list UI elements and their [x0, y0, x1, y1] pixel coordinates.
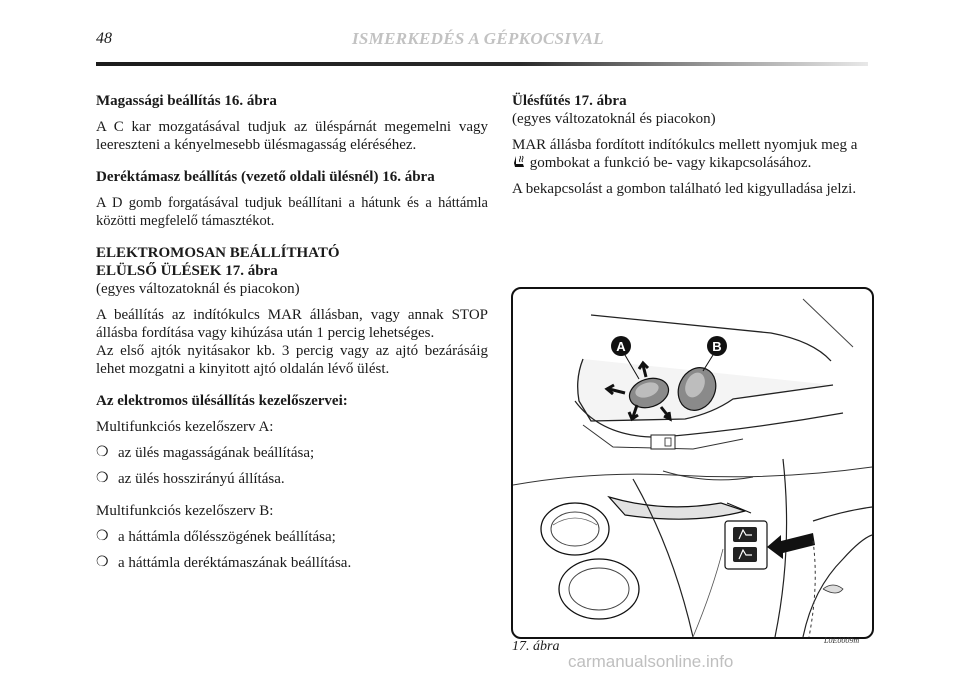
list-item: ❍ az ülés hosszirányú állítása. — [96, 471, 285, 487]
watermark: carmanualsonline.info — [568, 652, 734, 671]
height-adjust-text: A C kar mozgatásával tudjuk az üléspárnát megemelni vagy leereszteni a kényelmesebb ülésmagasság eléréséhez. — [96, 119, 488, 153]
seat-heating-text1: MAR állásba fordított indítókulcs mellett nyomjuk meg a gombokat a funkció be- vagy kikapcsolásához. — [512, 137, 858, 171]
list-item: ❍ a háttámla dőlésszögének beállítása; — [96, 529, 336, 545]
bullet-icon: ❍ — [96, 445, 109, 460]
bullet-icon: ❍ — [96, 471, 109, 486]
list-item: ❍ az ülés magasságának beállítása; — [96, 445, 315, 461]
header-rule — [96, 62, 868, 66]
electric-seats-heading-line1: ELEKTROMOSAN BEÁLLÍTHATÓ — [96, 245, 340, 261]
label-a: A — [616, 339, 626, 354]
figure-code: L0E0009m — [824, 636, 860, 645]
left-column — [96, 92, 488, 572]
bullet-icon: ❍ — [96, 529, 109, 544]
electric-seats-heading-line2: ELÜLSŐ ÜLÉSEK 17. ábra — [96, 263, 278, 279]
figure-illustration — [513, 289, 872, 637]
figure-caption: 17. ábra — [512, 639, 560, 654]
lumbar-text: A D gomb forgatásával tudjuk beállítani a hátunk és a háttámla közötti megfelelő támasztékot. — [96, 195, 488, 229]
electric-seats-text2: Az első ajtók nyitásakor kb. 3 percig vagy az ajtó bezárásáig lehet mozgatni a kinyitott ajtó oldalán lévő ülést. — [96, 343, 488, 377]
chapter-title: ISMERKEDÉS A GÉPKOCSIVAL — [352, 29, 604, 48]
electric-seats-note: (egyes változatoknál és piacokon) — [96, 281, 300, 297]
bullet-icon: ❍ — [96, 555, 109, 570]
right-column — [512, 92, 874, 198]
lumbar-heading: Deréktámasz beállítás (vezető oldali ülésnél) 16. ábra — [96, 169, 435, 185]
controls-heading: Az elektromos ülésállítás kezelőszervei: — [96, 393, 348, 409]
control-b-title: Multifunkciós kezelőszerv B: — [96, 503, 274, 519]
control-a-title: Multifunkciós kezelőszerv A: — [96, 419, 274, 435]
figure-17 — [511, 287, 874, 639]
page-number: 48 — [96, 30, 112, 47]
electric-seats-text1: A beállítás az indítókulcs MAR állásban, vagy annak STOP állásba fordítása vagy kihúzása után 1 percig lehetséges. — [96, 307, 488, 341]
seat-heating-text2: A bekapcsolást a gombon található led kigyulladása jelzi. — [512, 181, 857, 197]
seat-heating-note: (egyes változatoknál és piacokon) — [512, 111, 716, 127]
label-b: B — [712, 339, 722, 354]
list-item: ❍ a háttámla deréktámaszának beállítása. — [96, 555, 352, 571]
seat-heating-heading: Ülésfűtés 17. ábra — [512, 93, 627, 109]
seat-heater-icon — [512, 155, 526, 169]
height-adjust-heading: Magassági beállítás 16. ábra — [96, 93, 277, 109]
